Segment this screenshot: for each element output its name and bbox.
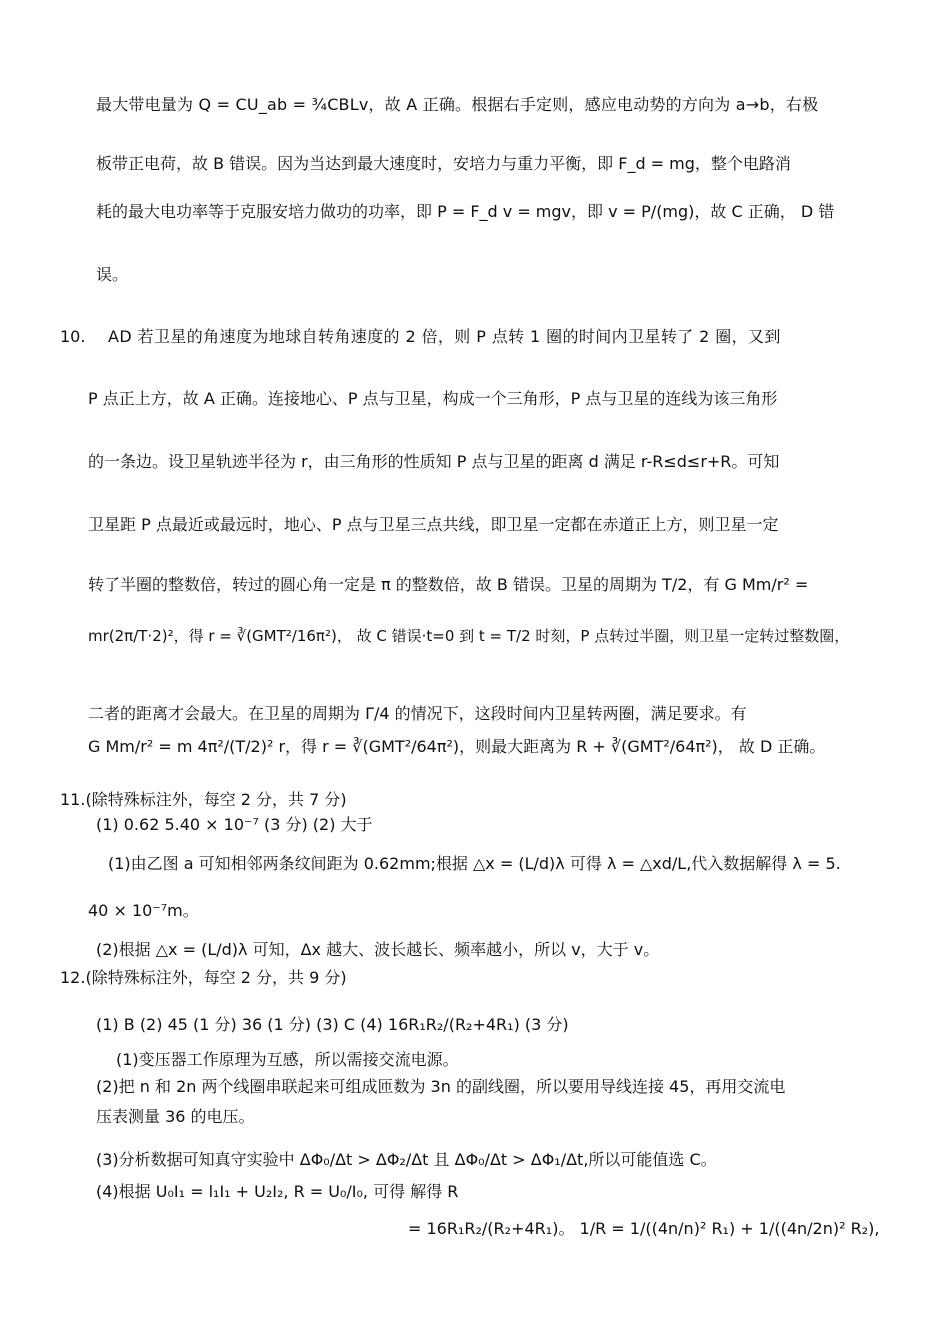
line-02: 板带正电荷，故 B 错误。因为当达到最大速度时，安培力与重力平衡，即 F_d = mg，整个电路消: [96, 154, 791, 173]
line-11: 二者的距离才会最大。在卫星的周期为 Γ/4 的情况下，这段时间内卫星转两圈，满足要求。有: [88, 704, 747, 723]
line-23: (3)分析数据可知真守实验中 ΔΦ₀/Δt > ΔΦ₂/Δt 且 ΔΦ₀/Δt > ΔΦ₁/Δt,所以可能值选 C。: [96, 1150, 717, 1169]
line-17: (2)根据 △x = (L/d)λ 可知，Δx 越大、波长越长、频率越小，所以 v，大于 v。: [96, 940, 660, 959]
line-07: 的一条边。设卫星轨迹半径为 r，由三角形的性质知 P 点与卫星的距离 d 满足 r-R≤d≤r+R。可知: [88, 452, 780, 471]
question-11-header: 11.(除特殊标注外，每空 2 分，共 7 分): [60, 790, 347, 809]
line-10: mr(2π/T·2)²，得 r = ∛(GMT²/16π²)， 故 C 错误·t=0 到 t = T/2 时刻，P 点转过半圈，则卫星一定转过整数圈，: [88, 627, 850, 645]
line-06: P 点正上方，故 A 正确。连接地心、P 点与卫星，构成一个三角形，P 点与卫星的连线为该三角形: [88, 389, 778, 408]
line-12: G Mm/r² = m 4π²/(T/2)² r，得 r = ∛(GMT²/64π²)，则最大距离为 R + ∛(GMT²/64π²)， 故 D 正确。: [88, 737, 826, 756]
line-15: (1)由乙图 a 可知相邻两条纹间距为 0.62mm;根据 △x = (L/d)λ 可得 λ = △xd/L,代入数据解得 λ = 5.: [108, 854, 841, 873]
line-01: 最大带电量为 Q = CU_ab = ¾CBLv，故 A 正确。根据右手定则，感应电动势的方向为 a→b，右极: [96, 95, 819, 114]
line-25: = 16R₁R₂/(R₂+4R₁)。 1/R = 1/((4n/n)² R₁) + 1/((4n/2n)² R₂),: [408, 1219, 880, 1238]
line-21: (2)把 n 和 2n 两个线圈串联起来可组成匝数为 3n 的副线圈，所以要用导线连接 45，再用交流电: [96, 1077, 786, 1096]
line-24: (4)根据 U₀I₁ = l₁I₁ + U₂I₂, R = U₀/I₀, 可得 解得 R: [96, 1182, 459, 1201]
line-08: 卫星距 P 点最近或最远时，地心、P 点与卫星三点共线，即卫星一定都在赤道正上方，则卫星一定: [88, 515, 779, 534]
line-04: 误。: [96, 265, 129, 284]
question-10-number: 10.: [60, 327, 86, 346]
line-14: (1) 0.62 5.40 × 10⁻⁷ (3 分) (2) 大于: [96, 815, 373, 834]
line-03: 耗的最大电功率等于克服安培力做功的功率，即 P = F_d v = mgv，即 v = P/(mg)，故 C 正确， D 错: [96, 202, 835, 221]
line-22: 压表测量 36 的电压。: [96, 1107, 255, 1126]
question-12-header: 12.(除特殊标注外，每空 2 分，共 9 分): [60, 968, 347, 987]
line-09: 转了半圈的整数倍，转过的圆心角一定是 π 的整数倍，故 B 错误。卫星的周期为 T/2，有 G Mm/r² =: [88, 575, 809, 594]
line-16: 40 × 10⁻⁷m。: [88, 901, 199, 920]
line-19: (1) B (2) 45 (1 分) 36 (1 分) (3) C (4) 16R₁R₂/(R₂+4R₁) (3 分): [96, 1015, 569, 1034]
line-20: (1)变压器工作原理为互感，所以需接交流电源。: [116, 1050, 459, 1069]
line-05: AD 若卫星的角速度为地球自转角速度的 2 倍，则 P 点转 1 圈的时间内卫星转了 2 圈，又到: [108, 327, 781, 346]
